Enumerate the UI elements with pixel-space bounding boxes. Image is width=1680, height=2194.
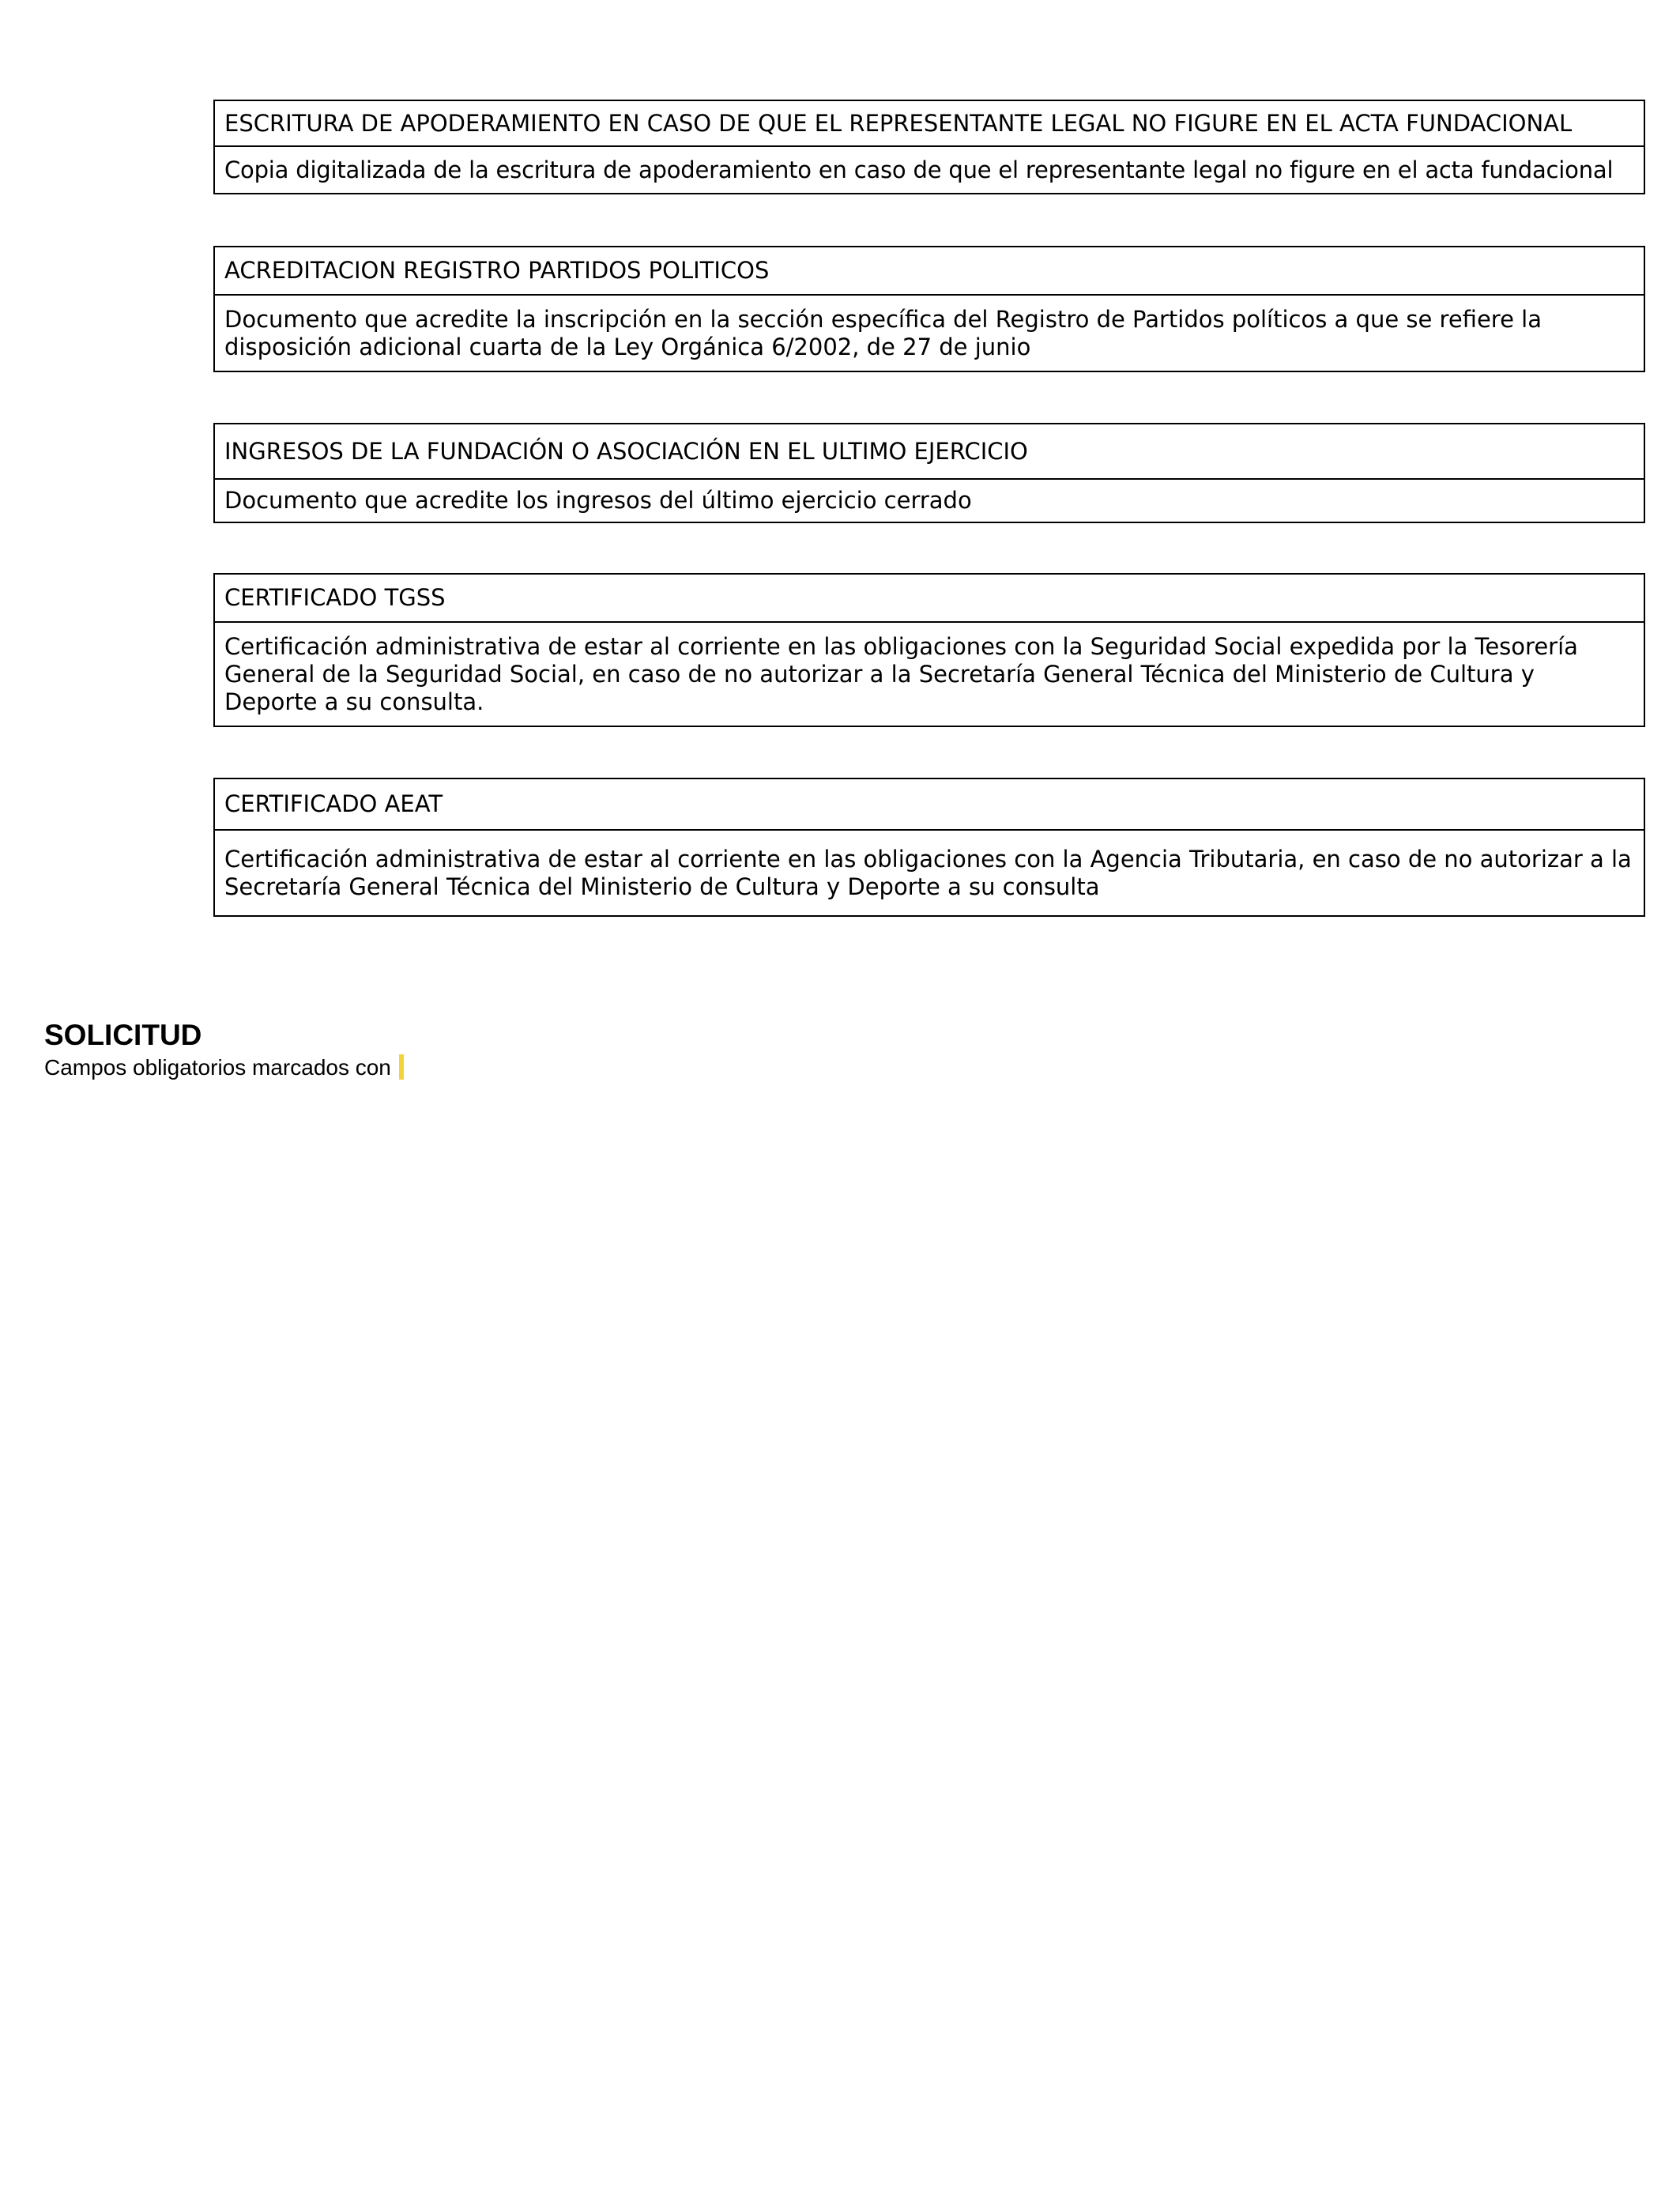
document-description-text: Copia digitalizada de la escritura de apoderamiento en caso de que el representante legal no figure en el acta fundacional [224,156,1614,183]
document-box-escritura-apoderamiento [213,100,1645,194]
document-title: CERTIFICADO TGSS [215,575,1644,623]
required-marker-icon [399,1054,404,1080]
document-description [215,623,1644,726]
document-box-registro-partidos [213,246,1645,372]
document-title: ACREDITACION REGISTRO PARTIDOS POLITICOS [215,247,1644,296]
document-title: INGRESOS DE LA FUNDACIÓN O ASOCIACIÓN EN EL ULTIMO EJERCICIO [215,424,1644,480]
document-box-certificado-tgss [213,573,1645,727]
document-description [215,296,1644,371]
required-fields-note [44,1054,404,1081]
document-title: CERTIFICADO AEAT [215,779,1644,831]
document-description [215,831,1644,915]
document-description-text: Documento que acredite los ingresos del último ejercicio cerrado [224,487,972,514]
section-heading-solicitud: SOLICITUD [44,1019,202,1051]
required-fields-note-text: Campos obligatorios marcados con [44,1055,391,1080]
document-description-text: Documento que acredite la inscripción en la sección específica del Registro de Partidos políticos a que se refiere la disposición adicional cuarta de la Ley Orgánica 6/2002, de 27 de junio [224,305,1542,360]
document-title: ESCRITURA DE APODERAMIENTO EN CASO DE QUE EL REPRESENTANTE LEGAL NO FIGURE EN EL ACTA FUNDACIONAL [215,101,1644,147]
document-box-ingresos [213,423,1645,523]
document-description [215,147,1644,193]
document-description-text: Certificación administrativa de estar al corriente en las obligaciones con la Seguridad Social expedida por la Tesorería General de la Seguridad Social, en caso de no autorizar a la Secretaría General Técnica del Ministerio de Cultura y Deporte a su consulta. [224,632,1578,715]
document-box-certificado-aeat [213,778,1645,917]
document-description [215,480,1644,522]
document-description-text: Certificación administrativa de estar al corriente en las obligaciones con la Agencia Tributaria, en caso de no autorizar a la Secretaría General Técnica del Ministerio de Cultura y Deporte a su consulta [224,845,1632,900]
